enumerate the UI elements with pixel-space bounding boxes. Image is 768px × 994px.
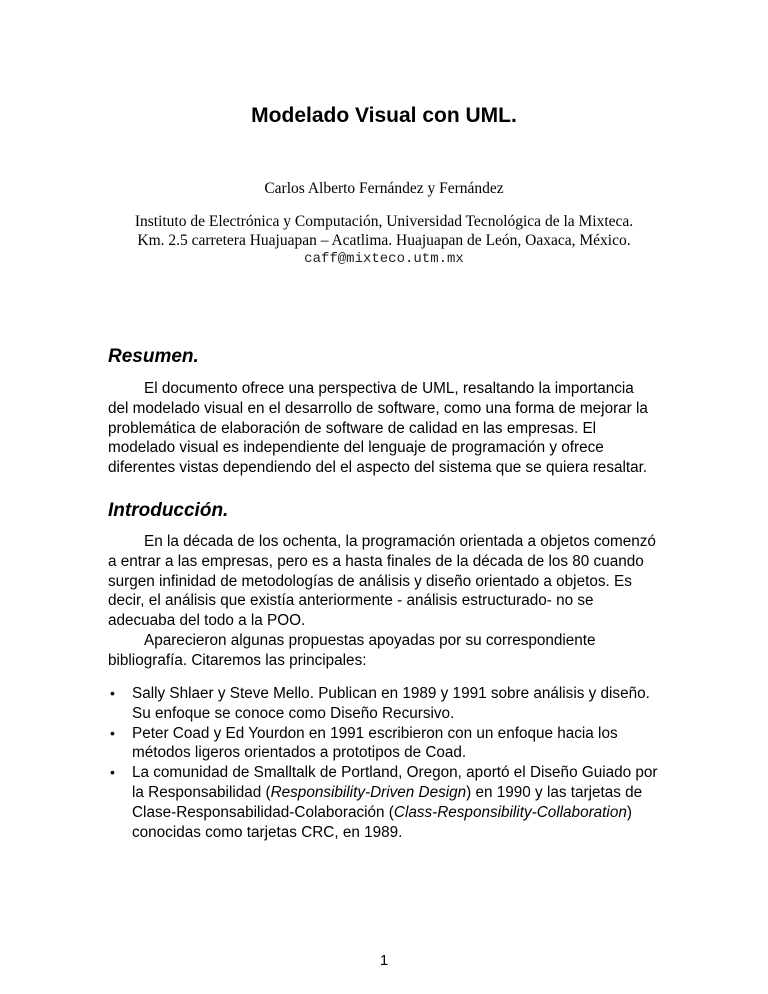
- list-item: [108, 724, 664, 764]
- list-item-text: Sally Shlaer y Steve Mello. Publican en 1989 y 1991 sobre análisis y diseño. Su enfoque se conoce como Diseño Recursivo.: [132, 685, 650, 722]
- bullet-icon: •: [110, 724, 115, 741]
- list-item-text: La comunidad de Smalltalk de Portland, Oregon, aportó el Diseño Guiado por la Responsabilidad (Responsibility-Driven Design) en 1990 y las tarjetas de Clase-Responsabilidad-Colaboración (Class-Responsibility-Collaboration) conocidas como tarjetas CRC, en 1989.: [132, 764, 658, 841]
- intro-paragraph-2: Aparecieron algunas propuestas apoyadas por su correspondiente bibliografía. Citaremos las principales:: [108, 632, 596, 669]
- intro-paragraph-1: En la década de los ochenta, la programación orientada a objetos comenzó a entrar a las empresas, pero es a hasta finales de la década de los 80 cuando surgen infinidad de metodologías de análisis y diseño orientado a objetos. Es decir, el análisis que existía anteriormente - análisis estructurado- no se adecuaba del todo a la POO.: [108, 533, 656, 630]
- page-number: 1: [379, 952, 389, 969]
- affiliation-line: Instituto de Electrónica y Computación, Universidad Tecnológica de la Mixteca.: [134, 213, 634, 230]
- affiliation-block: [0, 212, 768, 269]
- bullet-icon: •: [110, 764, 115, 781]
- author-name: Carlos Alberto Fernández y Fernández: [264, 180, 504, 197]
- list-item: [108, 684, 664, 724]
- methodologies-list: [108, 684, 664, 842]
- introduccion-heading: Introducción.: [108, 500, 229, 521]
- document-title: Modelado Visual con UML.: [251, 104, 517, 127]
- emphasis-term: Class-Responsibility-Collaboration: [393, 803, 627, 821]
- author-email[interactable]: caff@mixteco.utm.mx: [304, 251, 464, 267]
- resumen-heading: Resumen.: [108, 346, 199, 367]
- emphasis-term: Responsibility-Driven Design: [270, 783, 467, 801]
- bullet-icon: •: [110, 685, 115, 701]
- resumen-paragraph: El documento ofrece una perspectiva de UML, resaltando la importancia del modelado visual en el desarrollo de software, como una forma de mejorar la problemática de elaboración de software de calidad en las empresas. El modelado visual es independiente del lenguaje de programación y ofrece diferentes vistas dependiendo del el aspecto del sistema que se quiera resaltar.: [108, 380, 648, 477]
- list-item-text: Peter Coad y Ed Yourdon en 1991 escribieron con un enfoque hacia los métodos ligeros orientados a prototipos de Coad.: [132, 724, 618, 762]
- list-item: [108, 763, 664, 842]
- address-line: Km. 2.5 carretera Huajuapan – Acatlima. Huajuapan de León, Oaxaca, México.: [137, 232, 631, 249]
